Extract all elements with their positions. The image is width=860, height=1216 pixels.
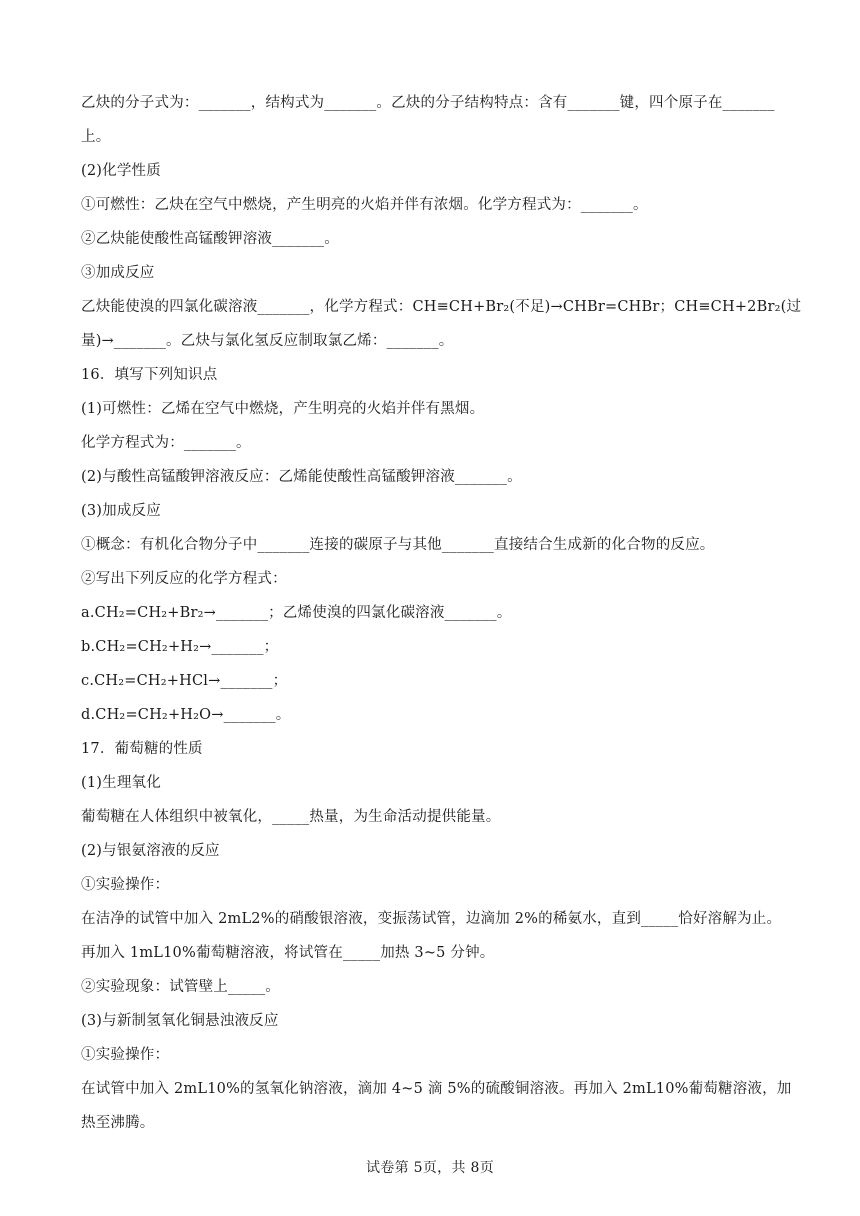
text-line: ①实验操作： (81, 877, 170, 893)
text-line: 量)→_______。乙炔与氯化氢反应制取氯乙烯：_______。 (81, 333, 454, 349)
text-line: ②乙炔能使酸性高锰酸钾溶液_______。 (81, 231, 339, 247)
text-line: d.CH₂=CH₂+H₂O→_______。 (81, 707, 291, 723)
text-line: ③加成反应 (81, 265, 155, 281)
section-heading: (3)与新制氢氧化铜悬浊液反应 (81, 1013, 279, 1029)
section-heading: (2)与银氨溶液的反应 (81, 843, 220, 859)
page-number-footer: 试卷第 5页，共 8页 (365, 1160, 494, 1176)
text-line: 上。 (81, 129, 111, 145)
question-heading: 17．葡萄糖的性质 (81, 741, 203, 757)
text-line: b.CH₂=CH₂+H₂→_______； (81, 639, 279, 655)
text-line: 再加入 1mL10%葡萄糖溶液，将试管在_____加热 3~5 分钟。 (81, 945, 495, 961)
text-line: a.CH₂=CH₂+Br₂→_______；乙烯使溴的四氯化碳溶液_______。 (81, 605, 512, 621)
question-heading: 16．填写下列知识点 (81, 367, 218, 383)
text-line: c.CH₂=CH₂+HCl→_______； (81, 673, 288, 689)
section-heading: (2)化学性质 (81, 163, 161, 179)
text-line: (1)可燃性：乙烯在空气中燃烧，产生明亮的火焰并伴有黑烟。 (81, 401, 485, 417)
text-line: 葡萄糖在人体组织中被氧化，_____热量，为生命活动提供能量。 (81, 809, 501, 825)
text-line: ①实验操作： (81, 1047, 170, 1063)
text-line: 热至沸腾。 (81, 1115, 155, 1131)
text-line: 在试管中加入 2mL10%的氢氧化钠溶液，滴加 4~5 滴 5%的硫酸铜溶液。再加入 2mL10%葡萄糖溶液，加 (81, 1081, 792, 1097)
text-line: ①概念：有机化合物分子中_______连接的碳原子与其他_______直接结合生成新的化合物的反应。 (81, 537, 715, 553)
text-line: ①可燃性：乙炔在空气中燃烧，产生明亮的火焰并伴有浓烟。化学方程式为：_______。 (81, 197, 648, 213)
text-line: 化学方程式为：_______。 (81, 435, 251, 451)
text-line: 在洁净的试管中加入 2mL2%的硝酸银溶液，变振荡试管，边滴加 2%的稀氨水，直到_____恰好溶解为止。 (81, 911, 782, 927)
text-line: 乙炔的分子式为：_______，结构式为_______。乙炔的分子结构特点：含有_______键，四个原子在_______ (81, 95, 775, 111)
text-line: ②实验现象：试管壁上_____。 (81, 979, 280, 995)
text-line: (2)与酸性高锰酸钾溶液反应：乙烯能使酸性高锰酸钾溶液_______。 (81, 469, 522, 485)
section-heading: (3)加成反应 (81, 503, 161, 519)
section-heading: (1)生理氧化 (81, 775, 161, 791)
text-line: ②写出下列反应的化学方程式： (81, 571, 287, 587)
text-line: 乙炔能使溴的四氯化碳溶液_______，化学方程式：CH≡CH+Br₂(不足)→CHBr=CHBr；CH≡CH+2Br₂(过 (81, 299, 802, 315)
page-content (81, 86, 802, 1140)
